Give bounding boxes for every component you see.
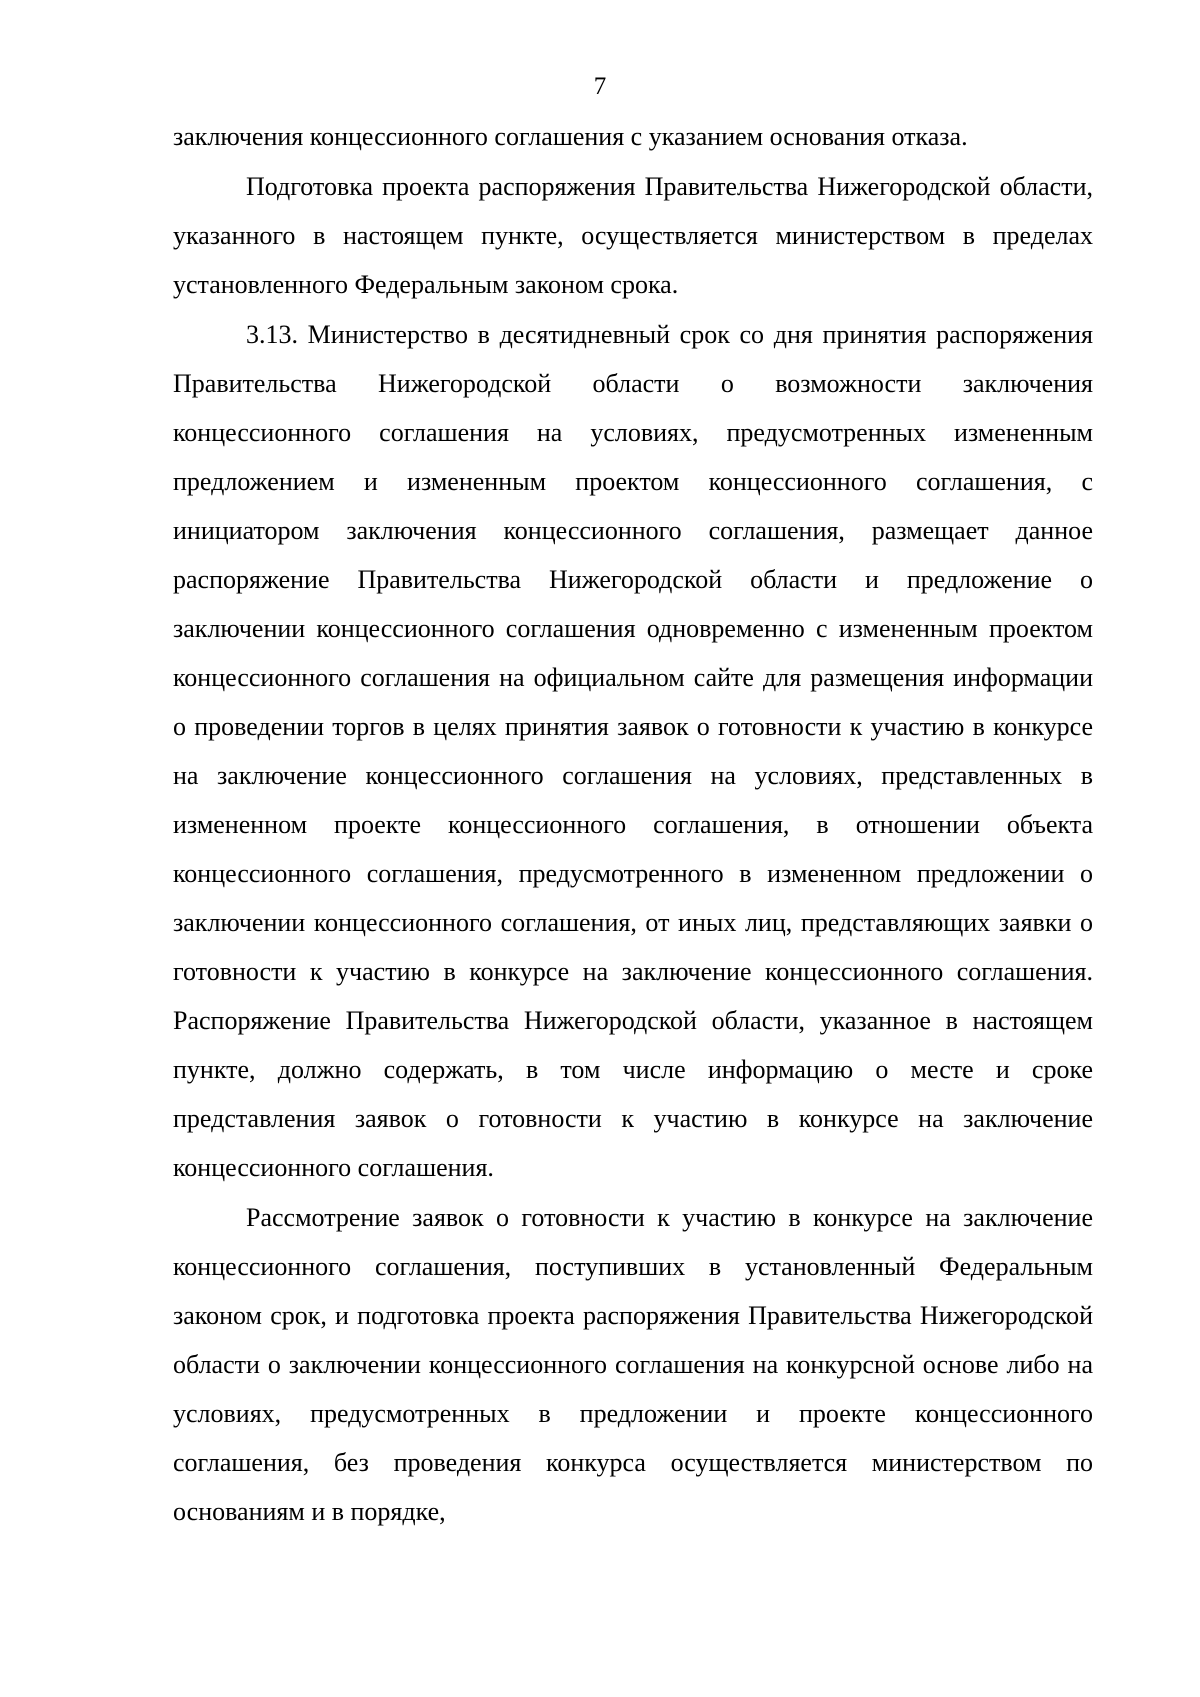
document-body [173, 112, 1093, 1536]
paragraph-clause-3-13: 3.13. Министерство в десятидневный срок со дня принятия распоряжения Правительства Нижегородской области о возможности заключения концессионного соглашения на условиях, предусмотренных измененным предложением и измененным проектом концессионного соглашения, с инициатором заключения концессионного соглашения, размещает данное распоряжение Правительства Нижегородской области и предложение о заключении концессионного соглашения одновременно с измененным проектом концессионного соглашения на официальном сайте для размещения информации о проведении торгов в целях принятия заявок о готовности к участию в конкурсе на заключение концессионного соглашения на условиях, представленных в измененном проекте концессионного соглашения, в отношении объекта концессионного соглашения, предусмотренного в измененном предложении о заключении концессионного соглашения, от иных лиц, представляющих заявки о готовности к участию в конкурсе на заключение концессионного соглашения. Распоряжение Правительства Нижегородской области, указанное в настоящем пункте, должно содержать, в том числе информацию о месте и сроке представления заявок о готовности к участию в конкурсе на заключение концессионного соглашения. [173, 320, 1093, 1182]
paragraph: Подготовка проекта распоряжения Правительства Нижегородской области, указанного в настоящем пункте, осуществляется министерством в пределах установленного Федеральным законом срока. [173, 172, 1093, 299]
paragraph: Рассмотрение заявок о готовности к участию в конкурсе на заключение концессионного соглашения, поступивших в установленный Федеральным законом срок, и подготовка проекта распоряжения Правительства Нижегородской области о заключении концессионного соглашения на конкурсной основе либо на условиях, предусмотренных в предложении и проекте концессионного соглашения, без проведения конкурса осуществляется министерством по основаниям и в порядке, [173, 1203, 1093, 1526]
page-number: 7 [593, 73, 607, 100]
paragraph-continuation: заключения концессионного соглашения с указанием основания отказа. [173, 122, 968, 151]
